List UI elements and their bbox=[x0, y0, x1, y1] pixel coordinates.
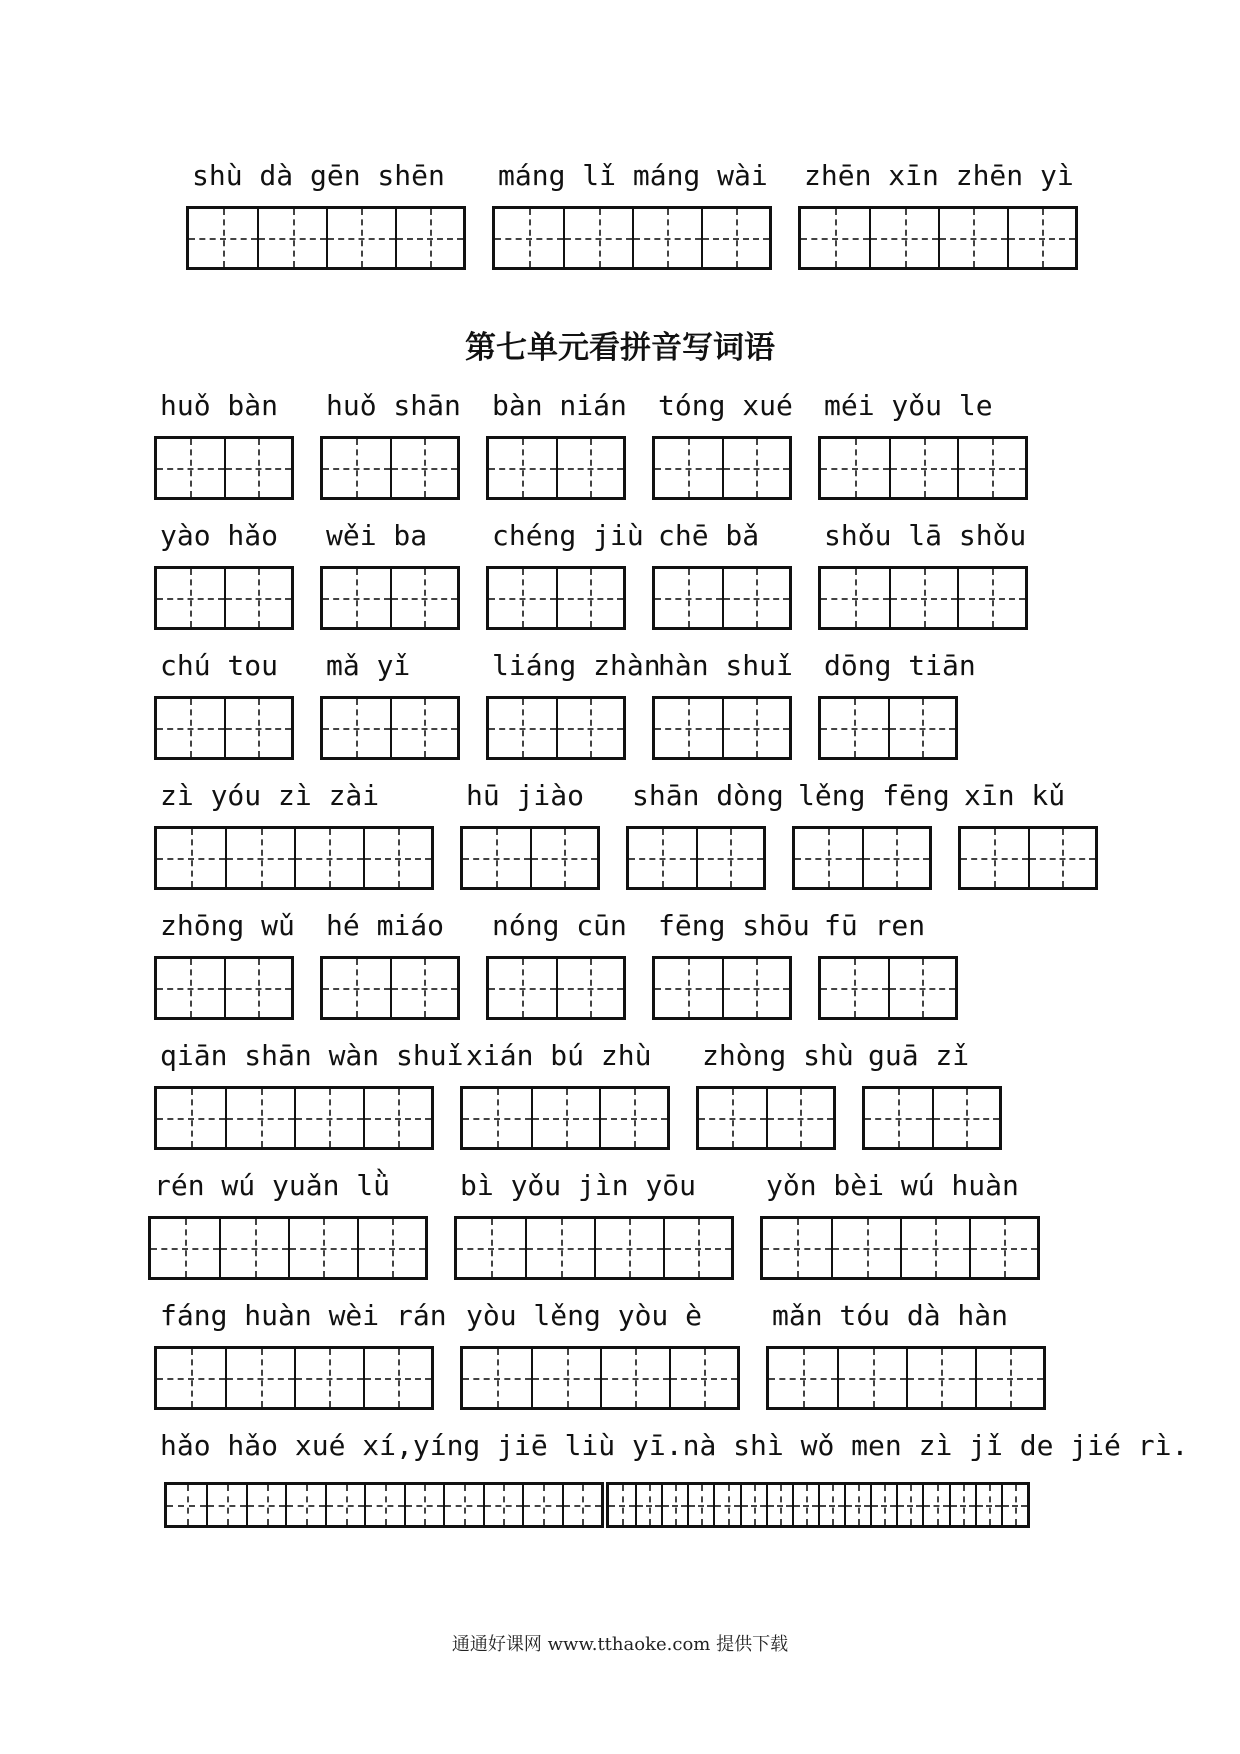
writing-cell[interactable] bbox=[495, 209, 563, 267]
word-item bbox=[818, 390, 1028, 520]
writing-cell[interactable] bbox=[157, 439, 224, 497]
writing-cell[interactable] bbox=[489, 959, 556, 1017]
exercise-row bbox=[0, 910, 1240, 1060]
word-item bbox=[652, 390, 792, 520]
writing-cell[interactable] bbox=[556, 959, 623, 1017]
unit-title: 第七单元看拼音写词语 bbox=[465, 330, 775, 366]
writing-cell[interactable] bbox=[326, 209, 395, 267]
writing-grid[interactable] bbox=[792, 826, 932, 890]
writing-cell[interactable] bbox=[957, 439, 1025, 497]
writing-cell[interactable] bbox=[932, 1089, 999, 1147]
writing-cell[interactable] bbox=[889, 439, 957, 497]
writing-cell[interactable] bbox=[463, 829, 530, 887]
writing-cell[interactable] bbox=[522, 1485, 561, 1525]
pinyin-label: lěng fēng bbox=[798, 779, 950, 812]
writing-cell[interactable] bbox=[224, 959, 291, 1017]
word-item bbox=[186, 160, 466, 290]
writing-cell[interactable] bbox=[888, 699, 955, 757]
writing-cell[interactable] bbox=[224, 699, 291, 757]
writing-cell[interactable] bbox=[722, 439, 789, 497]
writing-grid[interactable] bbox=[798, 206, 1078, 270]
writing-cell[interactable] bbox=[865, 1089, 932, 1147]
writing-cell[interactable] bbox=[531, 1349, 600, 1407]
word-item bbox=[652, 909, 810, 1040]
writing-cell[interactable] bbox=[696, 829, 763, 887]
writing-cell[interactable] bbox=[831, 1219, 900, 1277]
sentence-writing-grid[interactable] bbox=[606, 1482, 1030, 1528]
pinyin-label: shǒu lā shǒu bbox=[824, 519, 1027, 552]
writing-grid[interactable] bbox=[862, 1086, 1002, 1150]
writing-cell[interactable] bbox=[364, 1485, 403, 1525]
writing-cell[interactable] bbox=[1007, 209, 1076, 267]
writing-grid[interactable] bbox=[696, 1086, 836, 1150]
writing-cell[interactable] bbox=[363, 1089, 432, 1147]
writing-cell[interactable] bbox=[766, 1089, 833, 1147]
pinyin-label: xīn kǔ bbox=[964, 779, 1066, 812]
pinyin-label: hé miáo bbox=[326, 909, 445, 942]
writing-cell[interactable] bbox=[323, 439, 390, 497]
pinyin-label: huǒ shān bbox=[326, 389, 461, 422]
writing-cell[interactable] bbox=[463, 1349, 531, 1407]
word-item bbox=[486, 649, 661, 780]
writing-cell[interactable] bbox=[938, 209, 1007, 267]
pinyin-label: méi yǒu le bbox=[824, 389, 993, 422]
writing-cell[interactable] bbox=[556, 569, 623, 627]
writing-grid[interactable] bbox=[154, 956, 294, 1020]
pinyin-label: shān dòng bbox=[632, 779, 784, 812]
pinyin-label: mǎ yǐ bbox=[326, 649, 411, 682]
writing-grid[interactable] bbox=[818, 696, 958, 760]
writing-grid[interactable] bbox=[154, 436, 294, 500]
pinyin-label: qiān shān wàn shuǐ bbox=[160, 1039, 464, 1072]
word-item bbox=[486, 519, 644, 650]
word-item bbox=[154, 1429, 1189, 1560]
writing-grid[interactable] bbox=[154, 826, 434, 890]
writing-cell[interactable] bbox=[285, 1485, 324, 1525]
word-item bbox=[652, 650, 792, 780]
writing-cell[interactable] bbox=[844, 1485, 870, 1525]
writing-cell[interactable] bbox=[525, 1219, 594, 1277]
writing-cell[interactable] bbox=[906, 1349, 975, 1407]
writing-grid[interactable] bbox=[652, 566, 792, 630]
writing-grid[interactable] bbox=[460, 1346, 740, 1410]
writing-cell[interactable] bbox=[167, 1485, 206, 1525]
writing-cell[interactable] bbox=[969, 1219, 1038, 1277]
word-item bbox=[154, 1039, 464, 1170]
writing-grid[interactable] bbox=[652, 696, 792, 760]
writing-cell[interactable] bbox=[325, 1485, 364, 1525]
writing-cell[interactable] bbox=[629, 829, 696, 887]
writing-cell[interactable] bbox=[889, 569, 957, 627]
word-item bbox=[696, 1039, 854, 1170]
word-item bbox=[460, 1040, 670, 1170]
writing-grid[interactable] bbox=[486, 566, 626, 630]
writing-grid[interactable] bbox=[760, 1216, 1040, 1280]
writing-cell[interactable] bbox=[157, 1089, 225, 1147]
writing-cell[interactable] bbox=[489, 569, 556, 627]
writing-grid[interactable] bbox=[186, 206, 466, 270]
writing-grid[interactable] bbox=[320, 956, 460, 1020]
word-item bbox=[148, 1170, 428, 1300]
writing-cell[interactable] bbox=[821, 959, 888, 1017]
pinyin-label: nóng cūn bbox=[492, 909, 627, 942]
word-item bbox=[454, 1170, 734, 1300]
writing-cell[interactable] bbox=[157, 1349, 225, 1407]
writing-cell[interactable] bbox=[294, 1349, 363, 1407]
writing-cell[interactable] bbox=[766, 1485, 792, 1525]
pinyin-label: shù dà gēn shēn bbox=[192, 159, 445, 192]
writing-cell[interactable] bbox=[151, 1219, 219, 1277]
writing-cell[interactable] bbox=[922, 1485, 948, 1525]
writing-cell[interactable] bbox=[157, 959, 224, 1017]
writing-grid[interactable] bbox=[766, 1346, 1046, 1410]
writing-cell[interactable] bbox=[206, 1485, 245, 1525]
pinyin-label: yòu lěng yòu è bbox=[466, 1299, 703, 1332]
pinyin-label: mǎn tóu dà hàn bbox=[772, 1299, 1009, 1332]
writing-cell[interactable] bbox=[713, 1485, 739, 1525]
writing-cell[interactable] bbox=[687, 1485, 713, 1525]
word-item bbox=[798, 160, 1078, 290]
writing-cell[interactable] bbox=[869, 209, 938, 267]
pinyin-label: hǎo hǎo xué xí,yíng jiē liù yī.nà shì wǒ men zì jǐ de jié rì. bbox=[160, 1429, 1189, 1462]
writing-grid[interactable] bbox=[460, 826, 600, 890]
writing-cell[interactable] bbox=[663, 1219, 732, 1277]
writing-grid[interactable] bbox=[154, 1086, 434, 1150]
writing-cell[interactable] bbox=[821, 699, 888, 757]
exercise-row bbox=[0, 650, 1240, 800]
pinyin-label: guā zǐ bbox=[868, 1039, 970, 1072]
writing-cell[interactable] bbox=[294, 829, 363, 887]
writing-cell[interactable] bbox=[530, 829, 597, 887]
pinyin-label: yǒn bèi wú huàn bbox=[766, 1169, 1019, 1202]
writing-cell[interactable] bbox=[655, 439, 722, 497]
writing-grid[interactable] bbox=[486, 956, 626, 1020]
writing-cell[interactable] bbox=[404, 1485, 443, 1525]
pinyin-label: huǒ bàn bbox=[160, 389, 279, 422]
sentence-writing-grid[interactable] bbox=[164, 1482, 604, 1528]
word-item bbox=[154, 390, 294, 520]
writing-cell[interactable] bbox=[225, 1089, 294, 1147]
pinyin-label: hū jiào bbox=[466, 779, 585, 812]
writing-cell[interactable] bbox=[489, 439, 556, 497]
writing-cell[interactable] bbox=[975, 1485, 1001, 1525]
writing-cell[interactable] bbox=[390, 959, 457, 1017]
pinyin-label: máng lǐ máng wài bbox=[498, 159, 768, 192]
word-item bbox=[760, 1170, 1040, 1300]
writing-cell[interactable] bbox=[483, 1485, 522, 1525]
writing-cell[interactable] bbox=[563, 209, 632, 267]
writing-cell[interactable] bbox=[722, 959, 789, 1017]
writing-cell[interactable] bbox=[821, 439, 889, 497]
writing-cell[interactable] bbox=[463, 1089, 531, 1147]
pinyin-label: tóng xué bbox=[658, 389, 793, 422]
word-item bbox=[460, 1300, 740, 1430]
writing-grid[interactable] bbox=[148, 1216, 428, 1280]
footer-credit: 通通好课网 www.tthaoke.com 提供下载 bbox=[451, 1634, 789, 1655]
word-item bbox=[154, 520, 294, 650]
writing-cell[interactable] bbox=[699, 1089, 766, 1147]
exercise-row bbox=[0, 390, 1240, 540]
writing-grid[interactable] bbox=[454, 1216, 734, 1280]
pinyin-label: zì yóu zì zài bbox=[160, 779, 380, 812]
writing-grid[interactable] bbox=[486, 696, 626, 760]
writing-cell[interactable] bbox=[246, 1485, 285, 1525]
word-item bbox=[766, 1300, 1046, 1430]
writing-cell[interactable] bbox=[801, 209, 869, 267]
exercise-row bbox=[0, 780, 1240, 930]
writing-grid[interactable] bbox=[958, 826, 1098, 890]
writing-cell[interactable] bbox=[722, 569, 789, 627]
writing-cell[interactable] bbox=[795, 829, 862, 887]
pinyin-label: wěi ba bbox=[326, 519, 428, 552]
writing-cell[interactable] bbox=[443, 1485, 482, 1525]
word-item bbox=[320, 520, 460, 650]
writing-cell[interactable] bbox=[323, 699, 390, 757]
writing-grid[interactable] bbox=[320, 696, 460, 760]
writing-grid[interactable] bbox=[460, 1086, 670, 1150]
writing-grid[interactable] bbox=[652, 956, 792, 1020]
writing-cell[interactable] bbox=[1028, 829, 1095, 887]
writing-cell[interactable] bbox=[600, 1349, 669, 1407]
word-item bbox=[486, 910, 626, 1040]
pinyin-label: bì yǒu jìn yōu bbox=[460, 1169, 697, 1202]
word-item bbox=[652, 520, 792, 650]
writing-cell[interactable] bbox=[1001, 1485, 1027, 1525]
word-item bbox=[486, 390, 626, 520]
word-item bbox=[626, 779, 784, 910]
exercise-row bbox=[0, 520, 1240, 670]
writing-cell[interactable] bbox=[489, 699, 556, 757]
pinyin-label: yào hǎo bbox=[160, 519, 279, 552]
writing-cell[interactable] bbox=[740, 1485, 766, 1525]
word-item bbox=[818, 520, 1028, 650]
pinyin-label: liáng zhàn bbox=[492, 649, 661, 682]
writing-cell[interactable] bbox=[888, 959, 955, 1017]
writing-cell[interactable] bbox=[363, 829, 432, 887]
writing-grid[interactable] bbox=[154, 566, 294, 630]
writing-grid[interactable] bbox=[320, 566, 460, 630]
writing-cell[interactable] bbox=[949, 1485, 975, 1525]
writing-cell[interactable] bbox=[531, 1089, 599, 1147]
writing-cell[interactable] bbox=[189, 209, 257, 267]
word-item bbox=[154, 650, 294, 780]
writing-cell[interactable] bbox=[363, 1349, 432, 1407]
writing-grid[interactable] bbox=[626, 826, 766, 890]
word-item bbox=[460, 780, 600, 910]
pinyin-label: xián bú zhù bbox=[466, 1039, 652, 1072]
writing-cell[interactable] bbox=[225, 1349, 294, 1407]
writing-cell[interactable] bbox=[224, 439, 291, 497]
writing-cell[interactable] bbox=[961, 829, 1028, 887]
word-item bbox=[818, 910, 958, 1040]
pinyin-label: fáng huàn wèi rán bbox=[160, 1299, 447, 1332]
writing-cell[interactable] bbox=[635, 1485, 661, 1525]
pinyin-label: chéng jiù bbox=[492, 519, 644, 552]
writing-grid[interactable] bbox=[818, 956, 958, 1020]
writing-cell[interactable] bbox=[896, 1485, 922, 1525]
pinyin-label: hàn shuǐ bbox=[658, 649, 793, 682]
writing-cell[interactable] bbox=[870, 1485, 896, 1525]
word-item bbox=[154, 910, 294, 1040]
writing-cell[interactable] bbox=[390, 569, 457, 627]
writing-cell[interactable] bbox=[763, 1219, 831, 1277]
writing-cell[interactable] bbox=[655, 699, 722, 757]
writing-grid[interactable] bbox=[818, 436, 1028, 500]
writing-cell[interactable] bbox=[594, 1219, 663, 1277]
word-item bbox=[492, 160, 772, 290]
pinyin-label: dōng tiān bbox=[824, 649, 976, 682]
writing-cell[interactable] bbox=[821, 569, 889, 627]
writing-cell[interactable] bbox=[390, 699, 457, 757]
writing-grid[interactable] bbox=[154, 696, 294, 760]
writing-cell[interactable] bbox=[288, 1219, 357, 1277]
writing-cell[interactable] bbox=[900, 1219, 969, 1277]
writing-cell[interactable] bbox=[669, 1349, 738, 1407]
exercise-row bbox=[0, 160, 1240, 310]
writing-cell[interactable] bbox=[219, 1219, 288, 1277]
writing-grid[interactable] bbox=[492, 206, 772, 270]
pinyin-label: zhēn xīn zhēn yì bbox=[804, 159, 1074, 192]
writing-grid[interactable] bbox=[320, 436, 460, 500]
writing-cell[interactable] bbox=[224, 569, 291, 627]
writing-grid[interactable] bbox=[652, 436, 792, 500]
writing-cell[interactable] bbox=[257, 209, 326, 267]
writing-cell[interactable] bbox=[862, 829, 929, 887]
writing-cell[interactable] bbox=[701, 209, 770, 267]
writing-cell[interactable] bbox=[294, 1089, 363, 1147]
pinyin-label: fū ren bbox=[824, 909, 926, 942]
pinyin-label: fēng shōu bbox=[658, 909, 810, 942]
pinyin-label: rén wú yuǎn lǜ bbox=[154, 1169, 391, 1202]
pinyin-label: bàn nián bbox=[492, 389, 627, 422]
word-item bbox=[320, 390, 460, 520]
writing-cell[interactable] bbox=[599, 1089, 667, 1147]
writing-cell[interactable] bbox=[562, 1485, 601, 1525]
writing-cell[interactable] bbox=[722, 699, 789, 757]
word-item bbox=[792, 779, 950, 910]
writing-cell[interactable] bbox=[556, 439, 623, 497]
writing-cell[interactable] bbox=[357, 1219, 426, 1277]
word-item bbox=[154, 780, 434, 910]
writing-cell[interactable] bbox=[661, 1485, 687, 1525]
writing-cell[interactable] bbox=[157, 569, 224, 627]
writing-grid[interactable] bbox=[818, 566, 1028, 630]
writing-cell[interactable] bbox=[323, 569, 390, 627]
writing-cell[interactable] bbox=[609, 1485, 635, 1525]
pinyin-label: chú tou bbox=[160, 649, 279, 682]
writing-grid[interactable] bbox=[154, 1346, 434, 1410]
word-item bbox=[320, 650, 460, 780]
word-item bbox=[320, 910, 460, 1040]
writing-cell[interactable] bbox=[975, 1349, 1044, 1407]
writing-cell[interactable] bbox=[323, 959, 390, 1017]
pinyin-label: chē bǎ bbox=[658, 519, 760, 552]
writing-cell[interactable] bbox=[769, 1349, 837, 1407]
writing-cell[interactable] bbox=[556, 699, 623, 757]
exercise-row bbox=[0, 1300, 1240, 1450]
exercise-row bbox=[0, 1170, 1240, 1320]
writing-cell[interactable] bbox=[655, 959, 722, 1017]
writing-cell[interactable] bbox=[157, 829, 225, 887]
word-item bbox=[818, 649, 976, 780]
exercise-row bbox=[0, 1430, 1240, 1580]
writing-cell[interactable] bbox=[818, 1485, 844, 1525]
word-item bbox=[154, 1299, 447, 1430]
writing-cell[interactable] bbox=[632, 209, 701, 267]
writing-cell[interactable] bbox=[957, 569, 1025, 627]
writing-cell[interactable] bbox=[457, 1219, 525, 1277]
pinyin-label: zhōng wǔ bbox=[160, 909, 295, 942]
word-item bbox=[958, 780, 1098, 910]
writing-cell[interactable] bbox=[395, 209, 464, 267]
writing-cell[interactable] bbox=[390, 439, 457, 497]
exercise-row bbox=[0, 1040, 1240, 1190]
pinyin-label: zhòng shù bbox=[702, 1039, 854, 1072]
writing-cell[interactable] bbox=[157, 699, 224, 757]
writing-cell[interactable] bbox=[837, 1349, 906, 1407]
writing-grid[interactable] bbox=[486, 436, 626, 500]
writing-cell[interactable] bbox=[225, 829, 294, 887]
word-item bbox=[862, 1040, 1002, 1170]
writing-cell[interactable] bbox=[655, 569, 722, 627]
writing-cell[interactable] bbox=[792, 1485, 818, 1525]
